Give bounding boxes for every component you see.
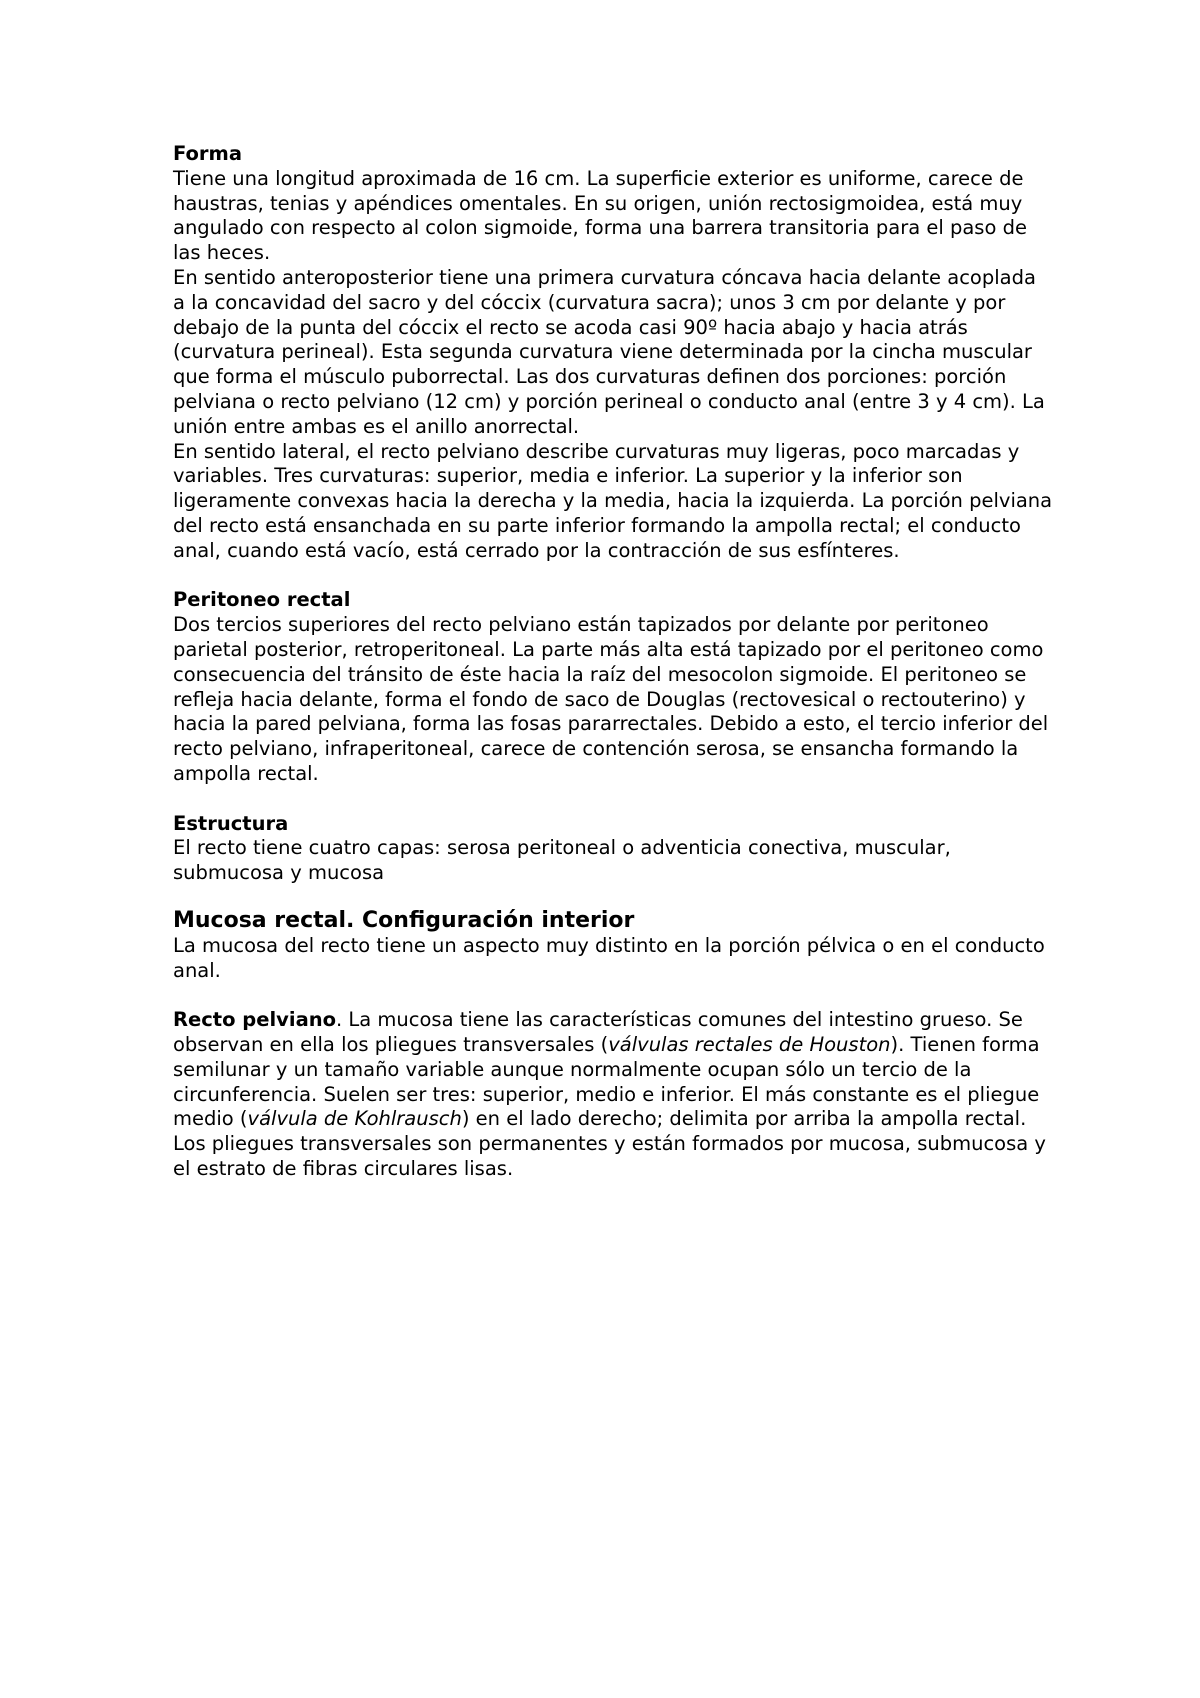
heading-mucosa-rectal: Mucosa rectal. Configuración interior bbox=[173, 907, 635, 933]
heading-estructura: Estructura bbox=[173, 811, 289, 835]
paragraph-estructura-1: El recto tiene cuatro capas: serosa peritoneal o adventicia conectiva, muscular, submucosa y mucosa bbox=[173, 836, 951, 885]
paragraph-forma-2: En sentido anteroposterior tiene una primera curvatura cóncava hacia delante acoplada a la concavidad del sacro y del cóccix (curvatura sacra); unos 3 cm por delante y por debajo de la punta del cóccix el recto se acoda casi 90º hacia abajo y hacia atrás (curvatura perineal). Esta segunda curvatura viene determinada por la cincha muscular que forma el músculo puborrectal. Las dos curvaturas definen dos porciones: porción pelviana o recto pelviano (12 cm) y porción perineal o conducto anal (entre 3 y 4 cm). La unión entre ambas es el anillo anorrectal. bbox=[173, 265, 1045, 438]
paragraph-recto-pelviano bbox=[173, 1008, 1053, 1182]
document-body bbox=[173, 142, 1053, 1182]
heading-peritoneo-rectal: Peritoneo rectal bbox=[173, 588, 351, 612]
spacer bbox=[173, 886, 1053, 908]
paragraph-peritoneo-1: Dos tercios superiores del recto pelviano están tapizados por delante por peritoneo parietal posterior, retroperitoneal. La parte más alta está tapizado por el peritoneo como consecuencia del tránsito de éste hacia la raíz del mesocolon sigmoide. El peritoneo se refleja hacia delante, forma el fondo de saco de Douglas (rectovesical o rectouterino) y hacia la pared pelviana, forma las fosas pararrectales. Debido a esto, el tercio inferior del recto pelviano, infraperitoneal, carece de contención serosa, se ensancha formando la ampolla rectal. bbox=[173, 613, 1049, 785]
spacer bbox=[173, 787, 1053, 812]
recto-pelviano-italic-1: válvulas rectales de Houston bbox=[608, 1033, 891, 1057]
recto-pelviano-italic-2: válvula de Kohlrausch bbox=[247, 1107, 462, 1131]
paragraph-forma-3: En sentido lateral, el recto pelviano describe curvaturas muy ligeras, poco marcadas y variables. Tres curvaturas: superior, media e inferior. La superior y la inferior son ligeramente convexas hacia la derecha y la media, hacia la izquierda. La porción pelviana del recto está ensanchada en su parte inferior formando la ampolla rectal; el conducto anal, cuando está vacío, está cerrado por la contracción de sus esfínteres. bbox=[173, 439, 1053, 562]
paragraph-forma-1: Tiene una longitud aproximada de 16 cm. La superficie exterior es uniforme, carece de haustras, tenias y apéndices omentales. En su origen, unión rectosigmoidea, está muy angulado con respecto al colon sigmoide, forma una barrera transitoria para el paso de las heces. bbox=[173, 166, 1027, 265]
recto-pelviano-text-2: ). Tienen forma semilunar y un tamaño variable aunque normalmente ocupan sólo un tercio de la circunferencia. Suelen ser tres: superior, medio e inferior. El más constante es el pliegue medio ( bbox=[173, 1033, 1040, 1131]
recto-pelviano-text-1: . La mucosa tiene las características comunes del intestino grueso. Se observan en ella los pliegues transversales ( bbox=[173, 1008, 1023, 1057]
spacer bbox=[173, 984, 1053, 1009]
heading-forma: Forma bbox=[173, 142, 243, 165]
spacer bbox=[173, 564, 1053, 589]
paragraph-mucosa-1: La mucosa del recto tiene un aspecto muy distinto en la porción pélvica o en el conducto anal. bbox=[173, 933, 1045, 982]
recto-pelviano-text-3: ) en el lado derecho; delimita por arriba la ampolla rectal. Los pliegues transversales son permanentes y están formados por mucosa, submucosa y el estrato de fibras circulares lisas. bbox=[173, 1107, 1046, 1181]
recto-pelviano-lead: Recto pelviano bbox=[173, 1008, 337, 1032]
